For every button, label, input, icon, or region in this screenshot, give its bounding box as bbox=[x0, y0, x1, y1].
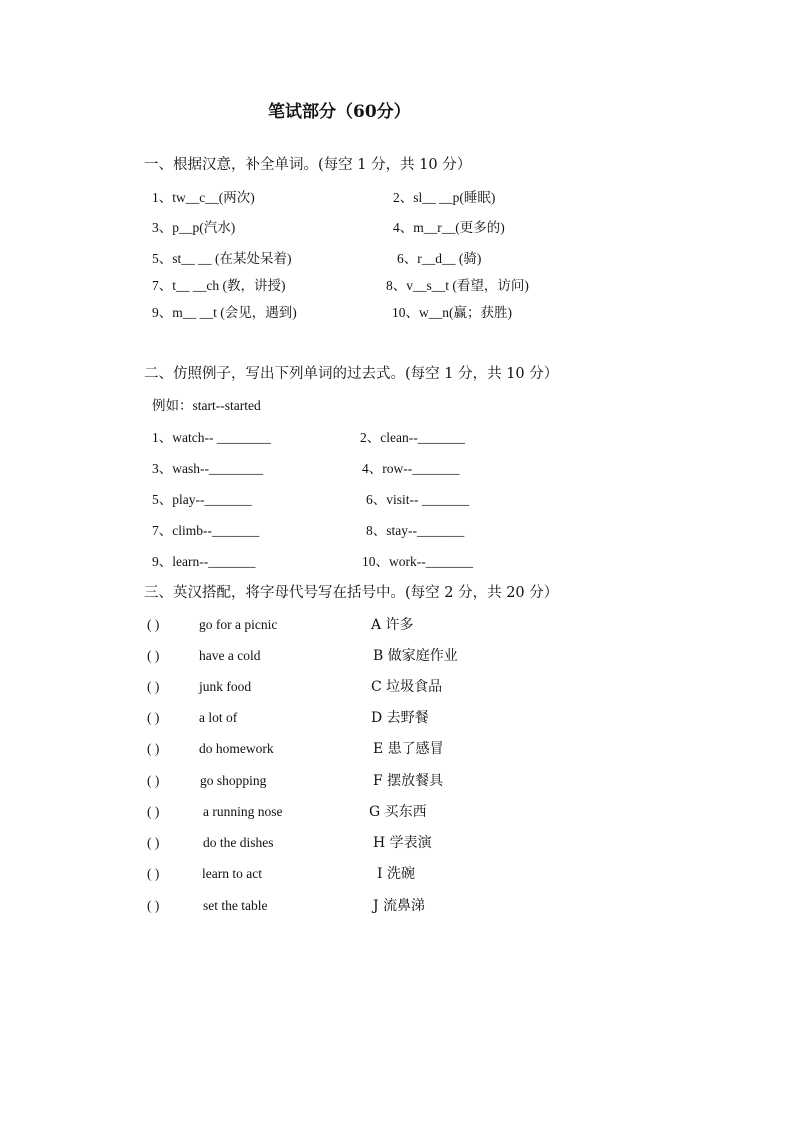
section1-item: 4、m__r__(更多的) bbox=[393, 220, 505, 235]
english-phrase: learn to act bbox=[202, 866, 262, 881]
chinese-option: H 学表演 bbox=[373, 835, 432, 851]
section2-item: 3、wash--________ bbox=[152, 461, 263, 476]
chinese-option: F 摆放餐具 bbox=[373, 773, 444, 789]
chinese-option: I 洗碗 bbox=[377, 866, 415, 882]
section1-item: 2、sl__ __p(睡眠) bbox=[393, 190, 496, 205]
section2-item: 6、visit-- _______ bbox=[366, 492, 470, 507]
page-title: 笔试部分（60分） bbox=[268, 102, 411, 122]
section2-item: 4、row--_______ bbox=[362, 461, 460, 476]
english-phrase: go shopping bbox=[200, 773, 267, 788]
section2-item: 2、clean--_______ bbox=[360, 430, 465, 445]
section1-item: 8、v__s__t (看望，访问) bbox=[386, 278, 529, 293]
english-phrase: do the dishes bbox=[203, 835, 274, 850]
english-phrase: go for a picnic bbox=[199, 617, 278, 632]
section1-item: 5、st__ __ (在某处呆着) bbox=[152, 251, 292, 266]
section1-heading: 一、根据汉意，补全单词。(每空 1 分，共 10 分） bbox=[144, 157, 472, 173]
answer-bracket[interactable]: ( ) bbox=[147, 835, 160, 850]
answer-bracket[interactable]: ( ) bbox=[147, 741, 160, 756]
english-phrase: have a cold bbox=[199, 648, 261, 663]
chinese-option: D 去野餐 bbox=[371, 710, 429, 726]
section2-item: 5、play--_______ bbox=[152, 492, 252, 507]
chinese-option: E 患了感冒 bbox=[373, 741, 444, 757]
answer-bracket[interactable]: ( ) bbox=[147, 773, 160, 788]
section2-example: 例如：start--started bbox=[152, 398, 261, 413]
english-phrase: set the table bbox=[203, 898, 268, 913]
chinese-option: B 做家庭作业 bbox=[373, 648, 458, 664]
section2-heading: 二、仿照例子，写出下列单词的过去式。(每空 1 分，共 10 分） bbox=[144, 366, 559, 382]
answer-bracket[interactable]: ( ) bbox=[147, 804, 160, 819]
section3-heading: 三、英汉搭配，将字母代号写在括号中。(每空 2 分，共 20 分） bbox=[144, 585, 559, 601]
chinese-option: G 买东西 bbox=[369, 804, 427, 820]
answer-bracket[interactable]: ( ) bbox=[147, 898, 160, 913]
section1-item: 3、p__p(汽水) bbox=[152, 220, 236, 235]
section2-item: 10、work--_______ bbox=[362, 554, 473, 569]
answer-bracket[interactable]: ( ) bbox=[147, 710, 160, 725]
section2-item: 1、watch-- ________ bbox=[152, 430, 271, 445]
answer-bracket[interactable]: ( ) bbox=[147, 866, 160, 881]
english-phrase: do homework bbox=[199, 741, 274, 756]
answer-bracket[interactable]: ( ) bbox=[147, 617, 160, 632]
section2-item: 8、stay--_______ bbox=[366, 523, 465, 538]
section1-item: 1、tw__c__(两次) bbox=[152, 190, 255, 205]
answer-bracket[interactable]: ( ) bbox=[147, 679, 160, 694]
chinese-option: A 许多 bbox=[371, 617, 414, 633]
section2-item: 7、climb--_______ bbox=[152, 523, 260, 538]
section1-item: 10、w__n(赢；获胜) bbox=[392, 305, 512, 320]
chinese-option: C 垃圾食品 bbox=[371, 679, 443, 695]
section2-item: 9、learn--_______ bbox=[152, 554, 256, 569]
answer-bracket[interactable]: ( ) bbox=[147, 648, 160, 663]
section1-item: 9、m__ __t (会见，遇到) bbox=[152, 305, 297, 320]
section1-item: 6、r__d__ (骑) bbox=[397, 251, 482, 266]
section1-item: 7、t__ __ch (教，讲授) bbox=[152, 278, 286, 293]
chinese-option: J 流鼻涕 bbox=[373, 898, 426, 914]
english-phrase: junk food bbox=[199, 679, 252, 694]
english-phrase: a lot of bbox=[199, 710, 238, 725]
english-phrase: a running nose bbox=[203, 804, 283, 819]
